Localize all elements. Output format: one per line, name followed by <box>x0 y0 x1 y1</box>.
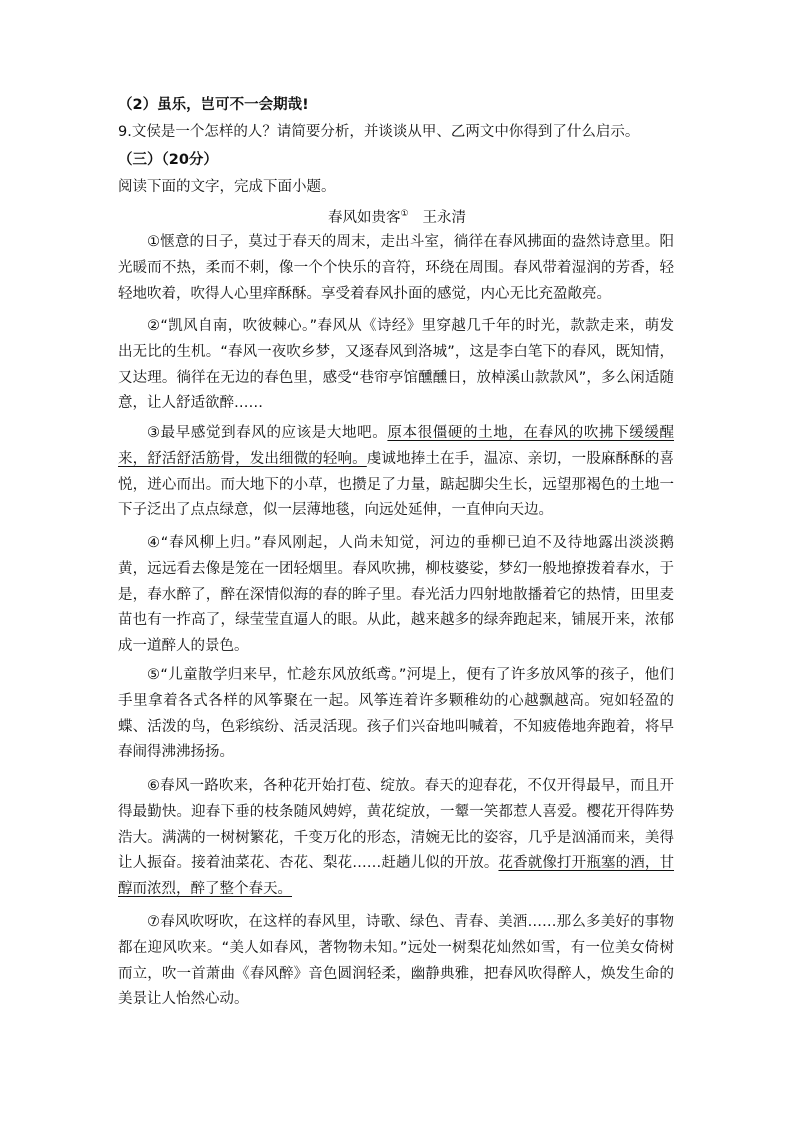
paragraph-4: ④“春风柳上归。”春风刚起，人尚未知觉，河边的垂柳已迫不及待地露出淡淡鹅黄，远远看去像是笼在一团轻烟里。春风吹拂，柳枝婆娑，梦幻一般地撩拨着春水，于是，春水醉了，醉在深情似海的春的眸子里。春光活力四射地散播着它的热情，田里麦苗也有一拃高了，绿莹莹直逼人的眼。从此，越来越多的绿奔跑起来，铺展开来，浓郁成一道醉人的景色。 <box>118 535 674 655</box>
paragraph-3-rest: 虔诚地捧土在手，温凉、亲切，一股麻酥酥的喜悦，迸心而出。而大地下的小草，也攒足了力量，踮起脚尖生长，远望那褐色的土地一下子泛出了点点绿意，似一层薄地毯，向远处延伸，一直伸向天边。 <box>118 450 674 519</box>
question-9-line: 9.文侯是一个怎样的人？请简要分析，并谈谈从甲、乙两文中你得到了什么启示。 <box>118 124 640 140</box>
paragraph-1: ①惬意的日子，莫过于春天的周末，走出斗室，徜徉在春风拂面的盎然诗意里。阳光暖而不热，柔而不刺，像一个个快乐的音符，环绕在周围。春风带着湿润的芳香，轻轻地吹着，吹得人心里痒酥酥。享受着春风扑面的感觉，内心无比充盈敞亮。 <box>118 234 674 302</box>
paragraph-5: ⑤“儿童散学归来早，忙趁东风放纸鸢。”河堤上，便有了许多放风筝的孩子，他们手里拿着各式各样的风筝聚在一起。风筝连着许多颗稚幼的心越飘越高。宛如轻盈的蝶、活泼的鸟，色彩缤纷、活灵活现。孩子们兴奋地叫喊着，不知疲倦地奔跑着，将早春闹得沸沸扬扬。 <box>118 667 674 761</box>
question-2-line: （2）虽乐，岂可不一会期哉! <box>118 97 309 113</box>
paragraph-3-underlined: 原本很僵硬的土地，在春风的吹拂下缓缓醒来，舒活舒活筋骨，发出细微的轻响。 <box>118 425 675 467</box>
footnote-mark: ① <box>400 209 409 219</box>
paragraph-6-underlined: 花香就像打开瓶塞的酒，甘醇而浓烈，醉了整个春天。 <box>118 855 675 898</box>
paragraph-6-text: ⑥春风一路吹来，各种花开始打苞、绽放。春天的迎春花，不仅开得最早，而且开得最勤快。迎春下垂的枝条随风娉婷，黄花绽放，一颦一笑都惹人喜爱。樱花开得阵势浩大。满满的一树树繁花，千变万化的形态，清婉无比的姿容，几乎是汹涌而来，美得让人振奋。接着油菜花、杏花、梨花……赶趟儿似的开放。 <box>118 778 674 872</box>
paragraph-6 <box>118 774 674 903</box>
paragraph-3 <box>118 421 674 524</box>
paragraph-7: ⑦春风吹呀吹，在这样的春风里，诗歌、绿色、青春、美酒……那么多美好的事物都在迎风吹来。“美人如春风，著物物未知。”远处一树梨花灿然如雪，有一位美女倚树而立，吹一首萧曲《春风醉》音色圆润轻柔，幽静典雅，把春风吹得醉人，焕发生命的美景让人怡然心动。 <box>118 914 674 1008</box>
instruction-line: 阅读下面的文字，完成下面小题。 <box>118 179 336 195</box>
section-header: （三）（20分） <box>118 152 218 168</box>
paragraph-2: ②“凯风自南，吹彼棘心。”春风从《诗经》里穿越几千年的时光，款款走来，萌发出无比的生机。“春风一夜吹乡梦，又逐春风到洛城”，这是李白笔下的春风，既知情，又达理。徜徉在无边的春色里，感受“巷帘亭馆醺醺日，放棹溪山款款风”，多么闲适随意，让人舒适欲醉…… <box>118 318 674 412</box>
article-author: 王永清 <box>422 209 466 226</box>
article-title <box>0 204 794 228</box>
article-title-text: 春风如贵客 <box>328 209 401 226</box>
paragraph-3-intro: ③最早感觉到春风的应该是大地吧。 <box>147 425 388 441</box>
